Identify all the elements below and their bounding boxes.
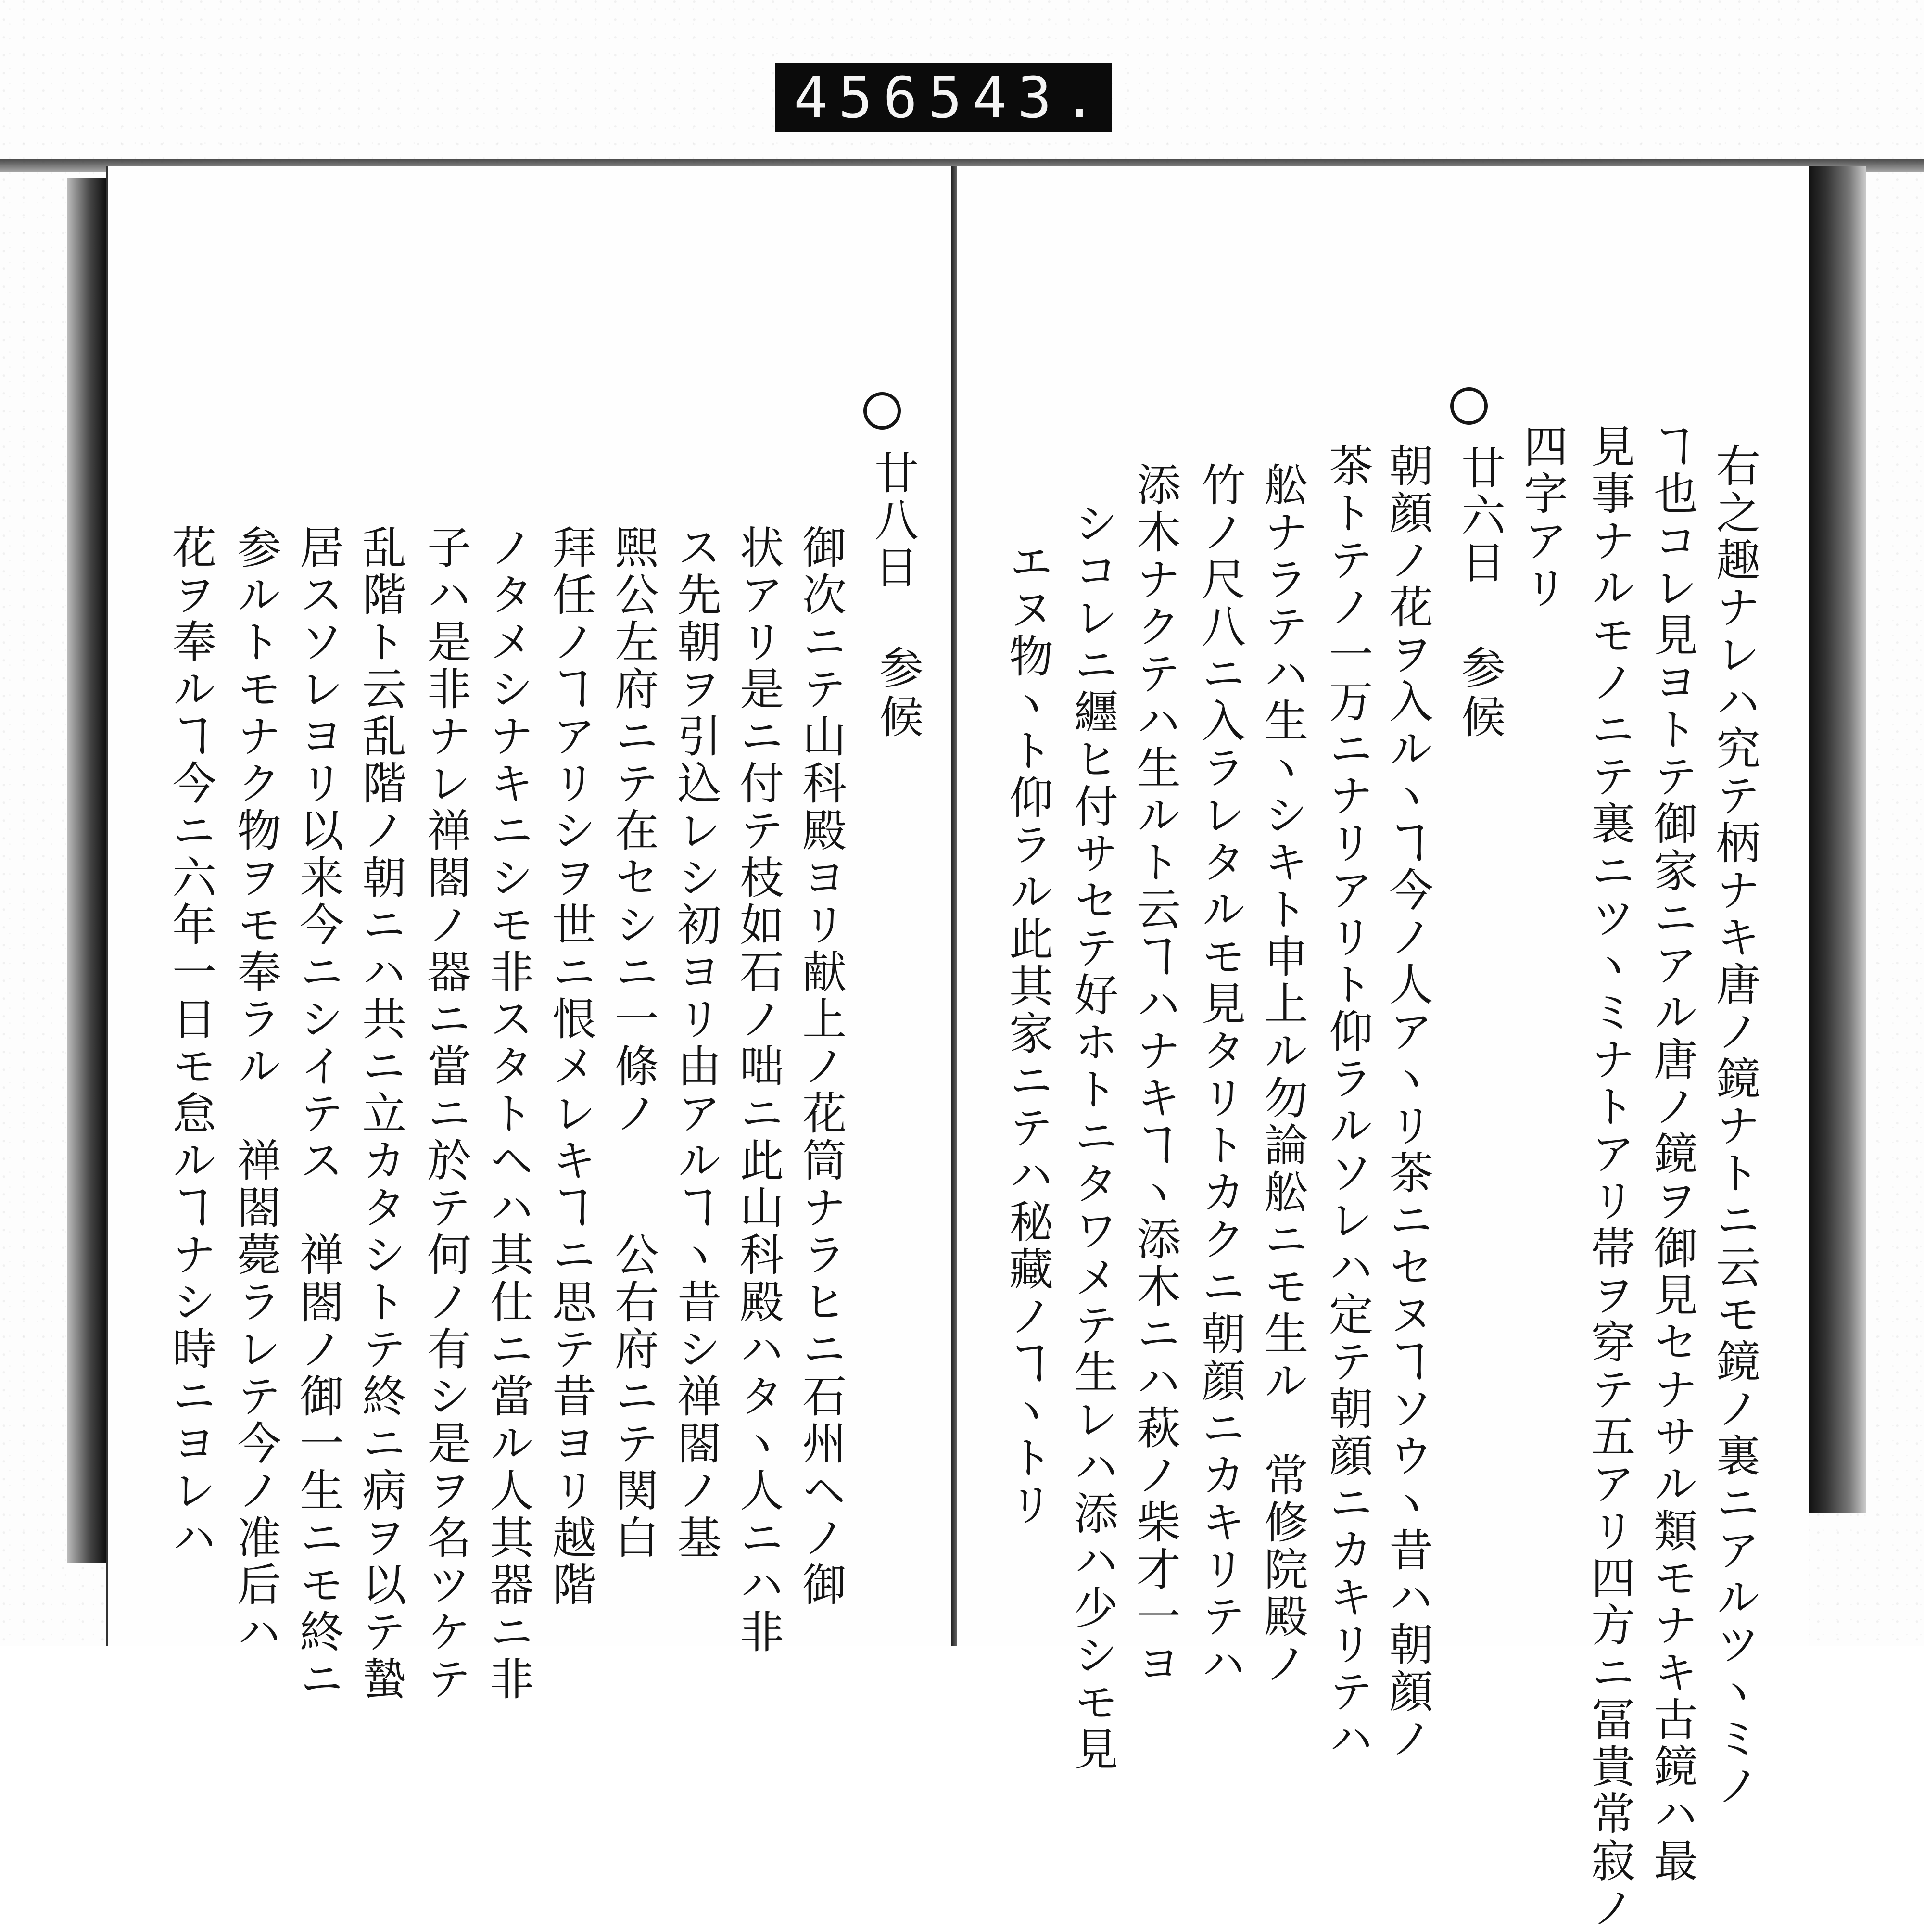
entry-sankou-26: 参候 — [1454, 645, 1506, 743]
left-entry-column-1: 御次ニテ山科殿ヨリ献上ノ花筒ナラヒニ石州ヘノ御 — [795, 524, 847, 1609]
entry-date-28: 廿八日 — [867, 450, 919, 591]
right-entry-column-1: 朝顔ノ花ヲ入ルヽヿ今ノ人アヽリ茶ニセヌヿソウヽ昔ハ朝顔ノ — [1382, 443, 1433, 1763]
right-text-column-1: 右之趣ナレハ究テ柄ナキ唐ノ鏡ナトニ云モ鏡ノ裏ニアルツヽミノ — [1709, 443, 1760, 1810]
left-entry-column-7: 子ハ是非ナレ禅閤ノ器ニ當ニ於テ何ノ有シ是ヲ名ツケテ — [420, 524, 471, 1703]
entry-sankou-28: 参候 — [872, 645, 924, 743]
left-entry-column-11: 花ヲ奉ルヿ今ニ六年一日モ怠ルヿナシ時ニヨレハ — [165, 524, 216, 1562]
book-spine — [951, 166, 957, 1646]
right-text-column-4: 四字アリ — [1517, 423, 1568, 612]
left-entry-column-2: 状アリ是ニ付テ枝如石ノ咄ニ此山科殿ハタヽ人ニハ非 — [733, 524, 784, 1656]
left-page-edge — [67, 178, 106, 1563]
left-entry-column-10: 参ルトモナク物ヲモ奉ラル 禅閤薨ラレテ今ノ准后ハ — [230, 524, 281, 1656]
entry-date-26: 廿六日 — [1454, 445, 1506, 586]
left-entry-column-5: 拜任ノヿアリシヲ世ニ恨メレキヿニ思テ昔ヨリ越階 — [545, 524, 596, 1609]
right-entry-column-5: 添木ナクテハ生ルト云ヿハナキヿヽ添木ニハ萩ノ柴才一ヨ — [1129, 462, 1181, 1688]
right-entry-column-4: 竹ノ尺八ニ入ラレタルモ見タリトカクニ朝顔ニカキリテハ — [1194, 462, 1246, 1688]
left-entry-column-4: 煕公左府ニテ在セシニ一條ノ 公右府ニテ関白 — [608, 524, 659, 1562]
archive-label-strip — [775, 63, 1112, 132]
entry-marker-circle — [1450, 387, 1488, 425]
entry-marker-circle-28 — [863, 392, 901, 430]
right-entry-column-6: シコレニ纒ヒ付サセテ好ホトニタワメテ生レハ添ハ少シモ見 — [1067, 500, 1118, 1773]
right-text-column-3: 見事ナルモノニテ裏ニツヽミナトアリ帯ヲ穿テ五アリ四方ニ冨貴常寂ノ — [1584, 423, 1635, 1932]
right-entry-column-2: 茶トテノ一万ニナリアリト仰ラルソレハ定テ朝顔ニカキリテハ — [1322, 443, 1373, 1763]
right-entry-column-7: エヌ物ヽト仰ラル此其家ニテハ秘藏ノヿヽトリ — [1002, 539, 1053, 1529]
right-text-column-2: ヿ也コレ見ヨトテ御家ニアル唐ノ鏡ヲ御見セナサル類モナキ古鏡ハ最 — [1646, 423, 1698, 1885]
label-right-number: 543. — [928, 64, 1107, 131]
right-entry-column-3: 舩ナラテハ生ヽシキト申上ル勿論舩ニモ生ル 常修院殿ノ — [1257, 462, 1308, 1688]
right-page-edge — [1809, 166, 1866, 1513]
label-left-number: 456 — [794, 64, 928, 131]
left-entry-column-3: ス先朝ヲ引込レシ初ヨリ由アルヿヽ昔シ禅閤ノ基 — [670, 524, 722, 1562]
left-entry-column-9: 居スソレヨリ以来今ニシイテス 禅閤ノ御一生ニモ終ニ — [292, 524, 344, 1703]
left-entry-column-8: 乱階ト云乱階ノ朝ニハ共ニ立カタシトテ終ニ病ヲ以テ蟄 — [355, 524, 406, 1703]
left-entry-column-6: ノタメシナキニシモ非スタトヘハ其仕ニ當ル人其器ニ非 — [482, 524, 534, 1703]
